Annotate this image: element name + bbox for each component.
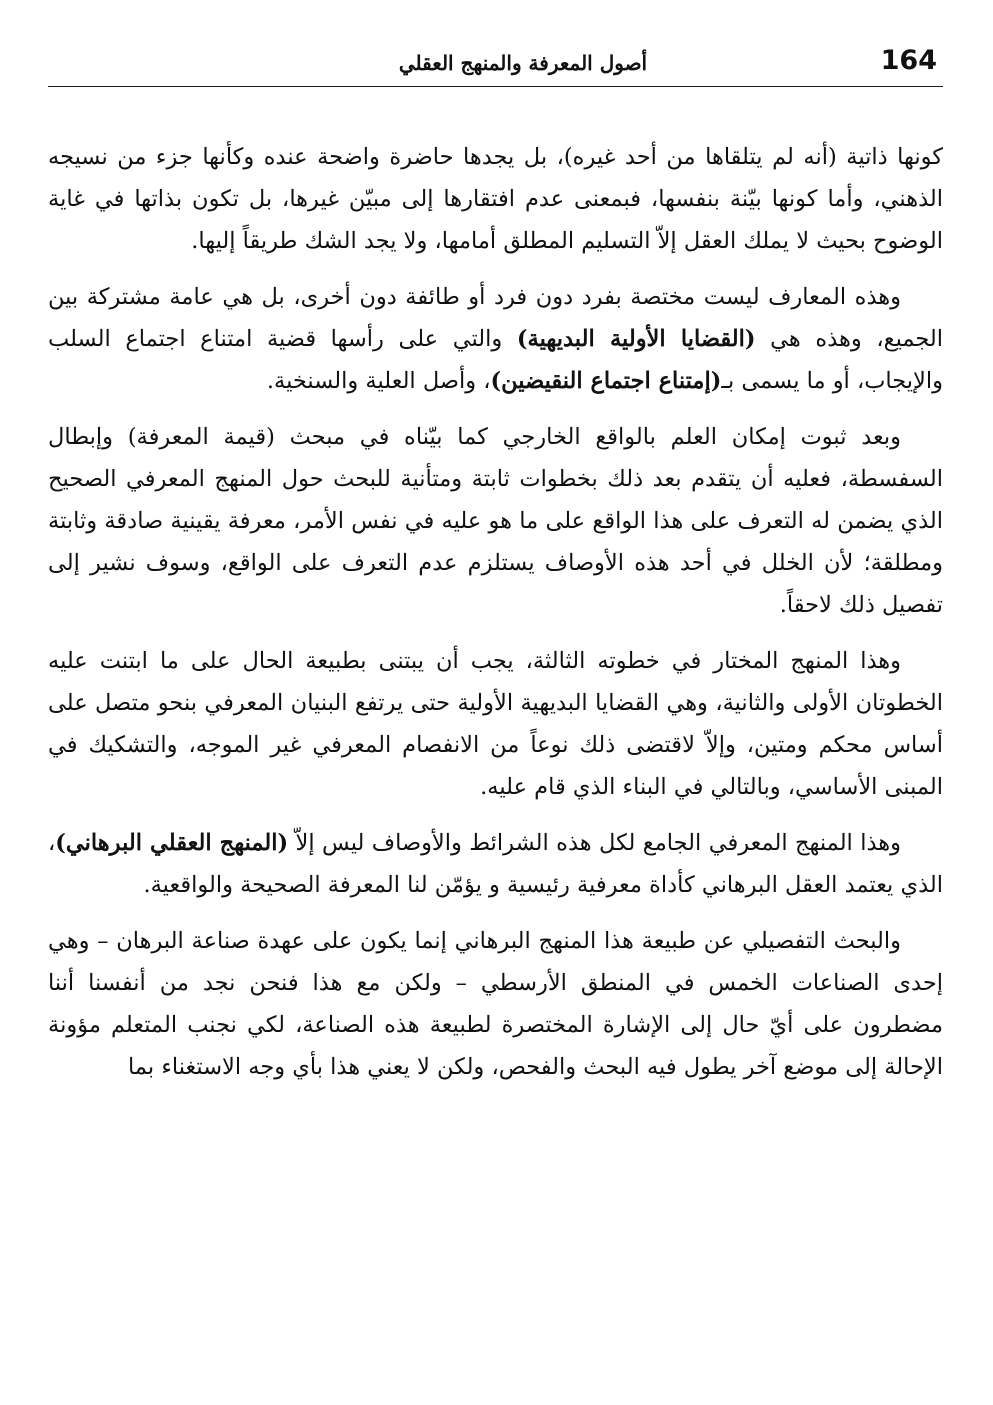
paragraph [48,416,943,626]
paragraph-text: وهذا المنهج المختار في خطوته الثالثة، يجب أن يبتنى بطبيعة الحال على ما ابتنت عليه الخطوتان الأولى والثانية، وهي القضايا البديهية الأولية حتى يرتفع البنيان المعرفي بنحو متصل على أساس محكم ومتين، وإلاّ لاقتضى ذلك نوعاً من الانفصام المعرفي غير الموجه، والتشكيك في المبنى الأساسي، وبالتالي في البناء الذي قام عليه. [48,648,943,800]
page-header [48,40,943,87]
paragraph [48,136,943,262]
body-text [48,136,943,1102]
paragraph [48,276,943,402]
paragraph-text: وهذا المنهج المعرفي الجامع لكل هذه الشرائط والأوصاف ليس إلاّ [288,830,901,856]
running-title: أصول المعرفة والمنهج العقلي [398,51,648,75]
paragraph-text: ، وأصل العلية والسنخية. [266,368,491,394]
paragraph-text: وبعد ثبوت إمكان العلم بالواقع الخارجي كما بيّناه في مبحث (قيمة المعرفة) وإبطال السفسطة، فعليه أن يتقدم بعد ذلك بخطوات ثابتة ومتأنية للبحث حول المنهج المعرفي الصحيح الذي يضمن له التعرف على هذا الواقع على ما هو عليه في نفس الأمر، معرفة يقينية صادقة وثابتة ومطلقة؛ لأن الخلل في أحد هذه الأوصاف يستلزم عدم التعرف على الواقع، وسوف نشير إلى تفصيل ذلك لاحقاً. [48,424,943,618]
page-number: 164 [880,45,937,76]
paragraph-text: والبحث التفصيلي عن طبيعة هذا المنهج البرهاني إنما يكون على عهدة صناعة البرهان – وهي إحدى الصناعات الخمس في المنطق الأرسطي – ولكن مع هذا فنحن نجد من أنفسنا أننا مضطرون على أيّ حال إلى الإشارة المختصرة لطبيعة هذه الصناعة، لكي نجنب المتعلم مؤونة الإحالة إلى موضع آخر يطول فيه البحث والفحص، ولكن لا يعني هذا بأي وجه الاستغناء بما [48,928,943,1080]
paragraph-text: والتي على رأسها قضية امتناع اجتماع السلب والإيجاب، أو ما يسمى بـ [48,326,943,394]
paragraph-text: ، الذي يعتمد العقل البرهاني كأداة معرفية رئيسية و يؤمّن لنا المعرفة الصحيحة والواقعية. [48,830,943,898]
paragraph [48,920,943,1088]
bold-term: (المنهج العقلي البرهاني) [55,830,289,856]
paragraph-text: وهذه المعارف ليست مختصة بفرد دون فرد أو طائفة دون أخرى، بل هي عامة مشتركة بين الجميع، وهذه هي [48,284,944,352]
bold-term: (إمتناع اجتماع النقيضين) [490,368,722,394]
bold-term: (القضايا الأولية البديهية) [516,326,756,352]
paragraph [48,640,943,808]
paragraph [48,822,943,906]
paragraph-text: كونها ذاتية (أنه لم يتلقاها من أحد غيره)، بل يجدها حاضرة واضحة عنده وكأنها جزء من نسيجه الذهني، وأما كونها بيّنة بنفسها، فبمعنى عدم افتقارها إلى مبيّن غيرها، بل تكون بذاتها في غاية الوضوح بحيث لا يملك العقل إلاّ التسليم المطلق أمامها، ولا يجد الشك طريقاً إليها. [48,144,943,254]
